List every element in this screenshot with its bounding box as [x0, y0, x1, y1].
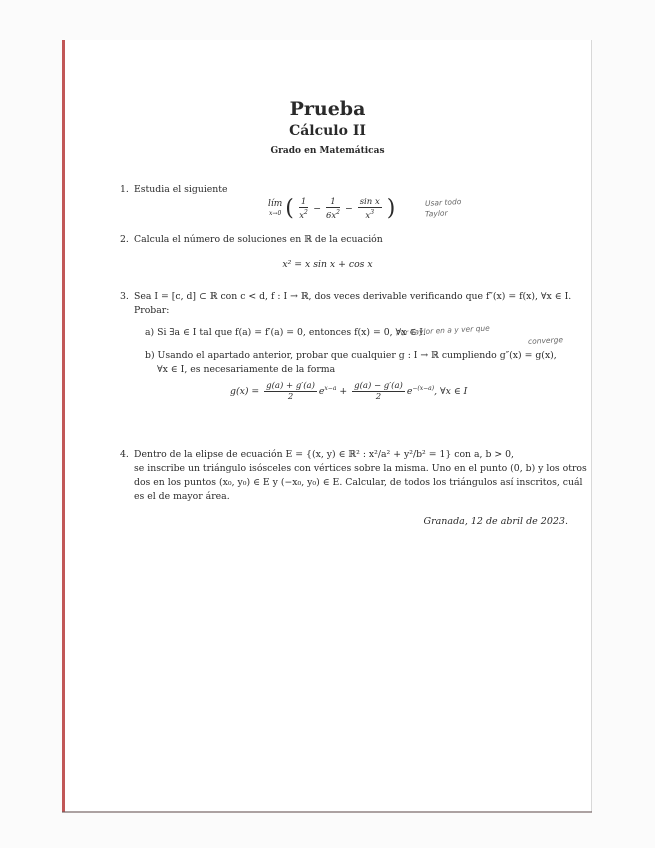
problem-2-text: Calcula el número de soluciones en ℝ de la ecuación — [134, 234, 383, 245]
problem-2-number: 2. — [120, 234, 129, 245]
problem-4-line-1: Dentro de la elipse de ecuación E = {(x, y) ∈ ℝ² : x²/a² + y²/b² = 1} con a, b > 0, — [134, 449, 514, 460]
place-date: Granada, 12 de abril de 2023. — [423, 516, 568, 527]
handwritten-note-usar: Usar todo — [424, 197, 462, 208]
degree-subtitle: Grado en Matemáticas — [270, 146, 385, 156]
problem-4-line-4: es el de mayor área. — [134, 491, 230, 502]
problem-3-part-a: a) Si ∃a ∈ I tal que f(a) = f′(a) = 0, entonces f(x) = 0, ∀x ∈ I. — [145, 327, 426, 338]
handwritten-note-taylor-a: Por Taylor en a y ver que — [395, 323, 490, 338]
problem-3-formula: g(x) = $\frac{g(a) + g'(a)}{2}$ $e^{x-a}$ + $\frac{g(a) - g'(a)}{2}$ $e^{-(x-a)}$, ∀x ∈ I — [230, 381, 468, 402]
problem-1-formula: lím x→0 ( $\frac{1}{x^2}$ − $\frac{1}{6x^2}$ − $\frac{\text{sin x}}{x^3}$ ) — [268, 195, 396, 221]
problem-4-line-2: se inscribe un triángulo isósceles con vértices sobre la misma. Uno en el punto (0, b) y los otros — [134, 463, 587, 474]
problem-1-text: Estudia el siguiente — [134, 184, 228, 195]
problem-4-line-3: dos en los puntos (x₀, y₀) ∈ E y (−x₀, y₀) ∈ E. Calcular, de todos los triángulos así inscritos, cuál — [134, 477, 583, 488]
subject-title: Cálculo II — [289, 123, 366, 139]
problem-3-line-1: Sea I = [c, d] ⊂ ℝ con c < d, f : I → ℝ, dos veces derivable verificando que f″(x) = f(x), ∀x ∈ I. — [134, 291, 572, 302]
problem-1-number: 1. — [120, 184, 129, 195]
handwritten-note-taylor: Taylor — [424, 208, 448, 219]
problem-3-part-b-line-1: b) Usando el apartado anterior, probar que cualquier g : I → ℝ cumpliendo g″(x) = g(x), — [145, 350, 557, 361]
problem-2-formula: x² = x sin x + cos x — [282, 259, 373, 270]
handwritten-note-converge: converge — [527, 335, 564, 346]
problem-3-number: 3. — [120, 291, 129, 302]
problem-3-line-2: Probar: — [134, 305, 170, 316]
problem-4-number: 4. — [120, 449, 129, 460]
problem-3-part-b-line-2: ∀x ∈ I, es necesariamente de la forma — [157, 364, 336, 375]
scan-bottom-edge — [62, 811, 592, 813]
exam-title: Prueba — [289, 98, 366, 120]
